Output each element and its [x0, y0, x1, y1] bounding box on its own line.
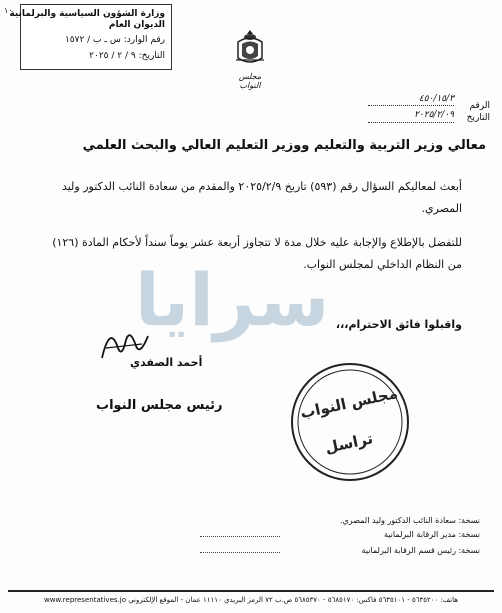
jordan-coat-of-arms-icon [232, 28, 268, 66]
letter-closing: واقبلوا فائق الاحترام،،، [335, 318, 462, 331]
cc-line-2: نسخة: مدير الرقابة البرلمانية [383, 530, 480, 539]
footer-contact: هاتف: ٥٦٣٥٢٠٠ - ٥٦٣٥١٠١ فاكس: ٥٦٨٥١٧٠ - ٥٦٨٥٣٧٠ ص.ب ٧٢ الرمز البريدي ١١١١٠ عمان - الموقع الإلكتروني www.representatives.jo [44, 596, 458, 604]
watermark-text: سرايا [135, 258, 330, 342]
ref-underline [368, 105, 454, 106]
signer-title: رئيس مجلس النواب [96, 398, 223, 413]
seal-bottom-text: تراسل [323, 429, 375, 457]
date-underline [368, 122, 454, 123]
cc-dotted-line-3 [200, 552, 280, 553]
footer-rule [8, 590, 494, 592]
received-stamp [9, 4, 172, 70]
cc-line-3: نسخة: رئيس قسم الرقابة البرلمانية [361, 546, 480, 555]
cc-dotted-line-2 [200, 536, 280, 537]
letter-paragraph-1: أبعث لمعاليكم السؤال رقم (٥٩٣) تاريخ ٢٠٢٥/٢/٩ والمقدم من سعادة النائب الدكتور وليد المصري. [61, 180, 462, 215]
cc-line-1: نسخة: سعادة النائب الدكتور وليد المصري. [339, 516, 480, 525]
signer-name: أحمد الصفدي [130, 356, 203, 369]
letter-paragraph-2: للتفضل بالإطلاع والإجابة عليه خلال مدة لا تتجاوز أربعة عشر يوماً سنداً لأحكام المادة (١٢٦) من النظام الداخلي لمجلس النواب. [52, 236, 462, 271]
ref-label: الرقم [469, 101, 490, 111]
date-value: ٢٠٢٥/٢/٠٩ [414, 110, 454, 120]
emblem-label: مجلس النواب [238, 72, 262, 90]
ref-value: ٤٥٠/١٥/٣ [418, 94, 454, 104]
corner-mark: ١٠ [4, 6, 13, 15]
parliament-seal [288, 360, 412, 484]
stamp-incoming-number: رقم الوارد: س ـ ب / ١٥٧٢ [64, 35, 165, 45]
seal-top-text: مجلس النواب [298, 383, 400, 423]
stamp-ministry: وزارة الشؤون السياسية والبرلمانية [9, 9, 165, 19]
stamp-office: الديوان العام [108, 20, 165, 30]
stamp-date: التاريخ: ٩ / ٢ / ٢٠٢٥ [89, 51, 165, 61]
date-label: التاريخ [466, 113, 490, 123]
salutation: معالي وزير التربية والتعليم ووزير التعليم العالي والبحث العلمي [82, 138, 486, 153]
